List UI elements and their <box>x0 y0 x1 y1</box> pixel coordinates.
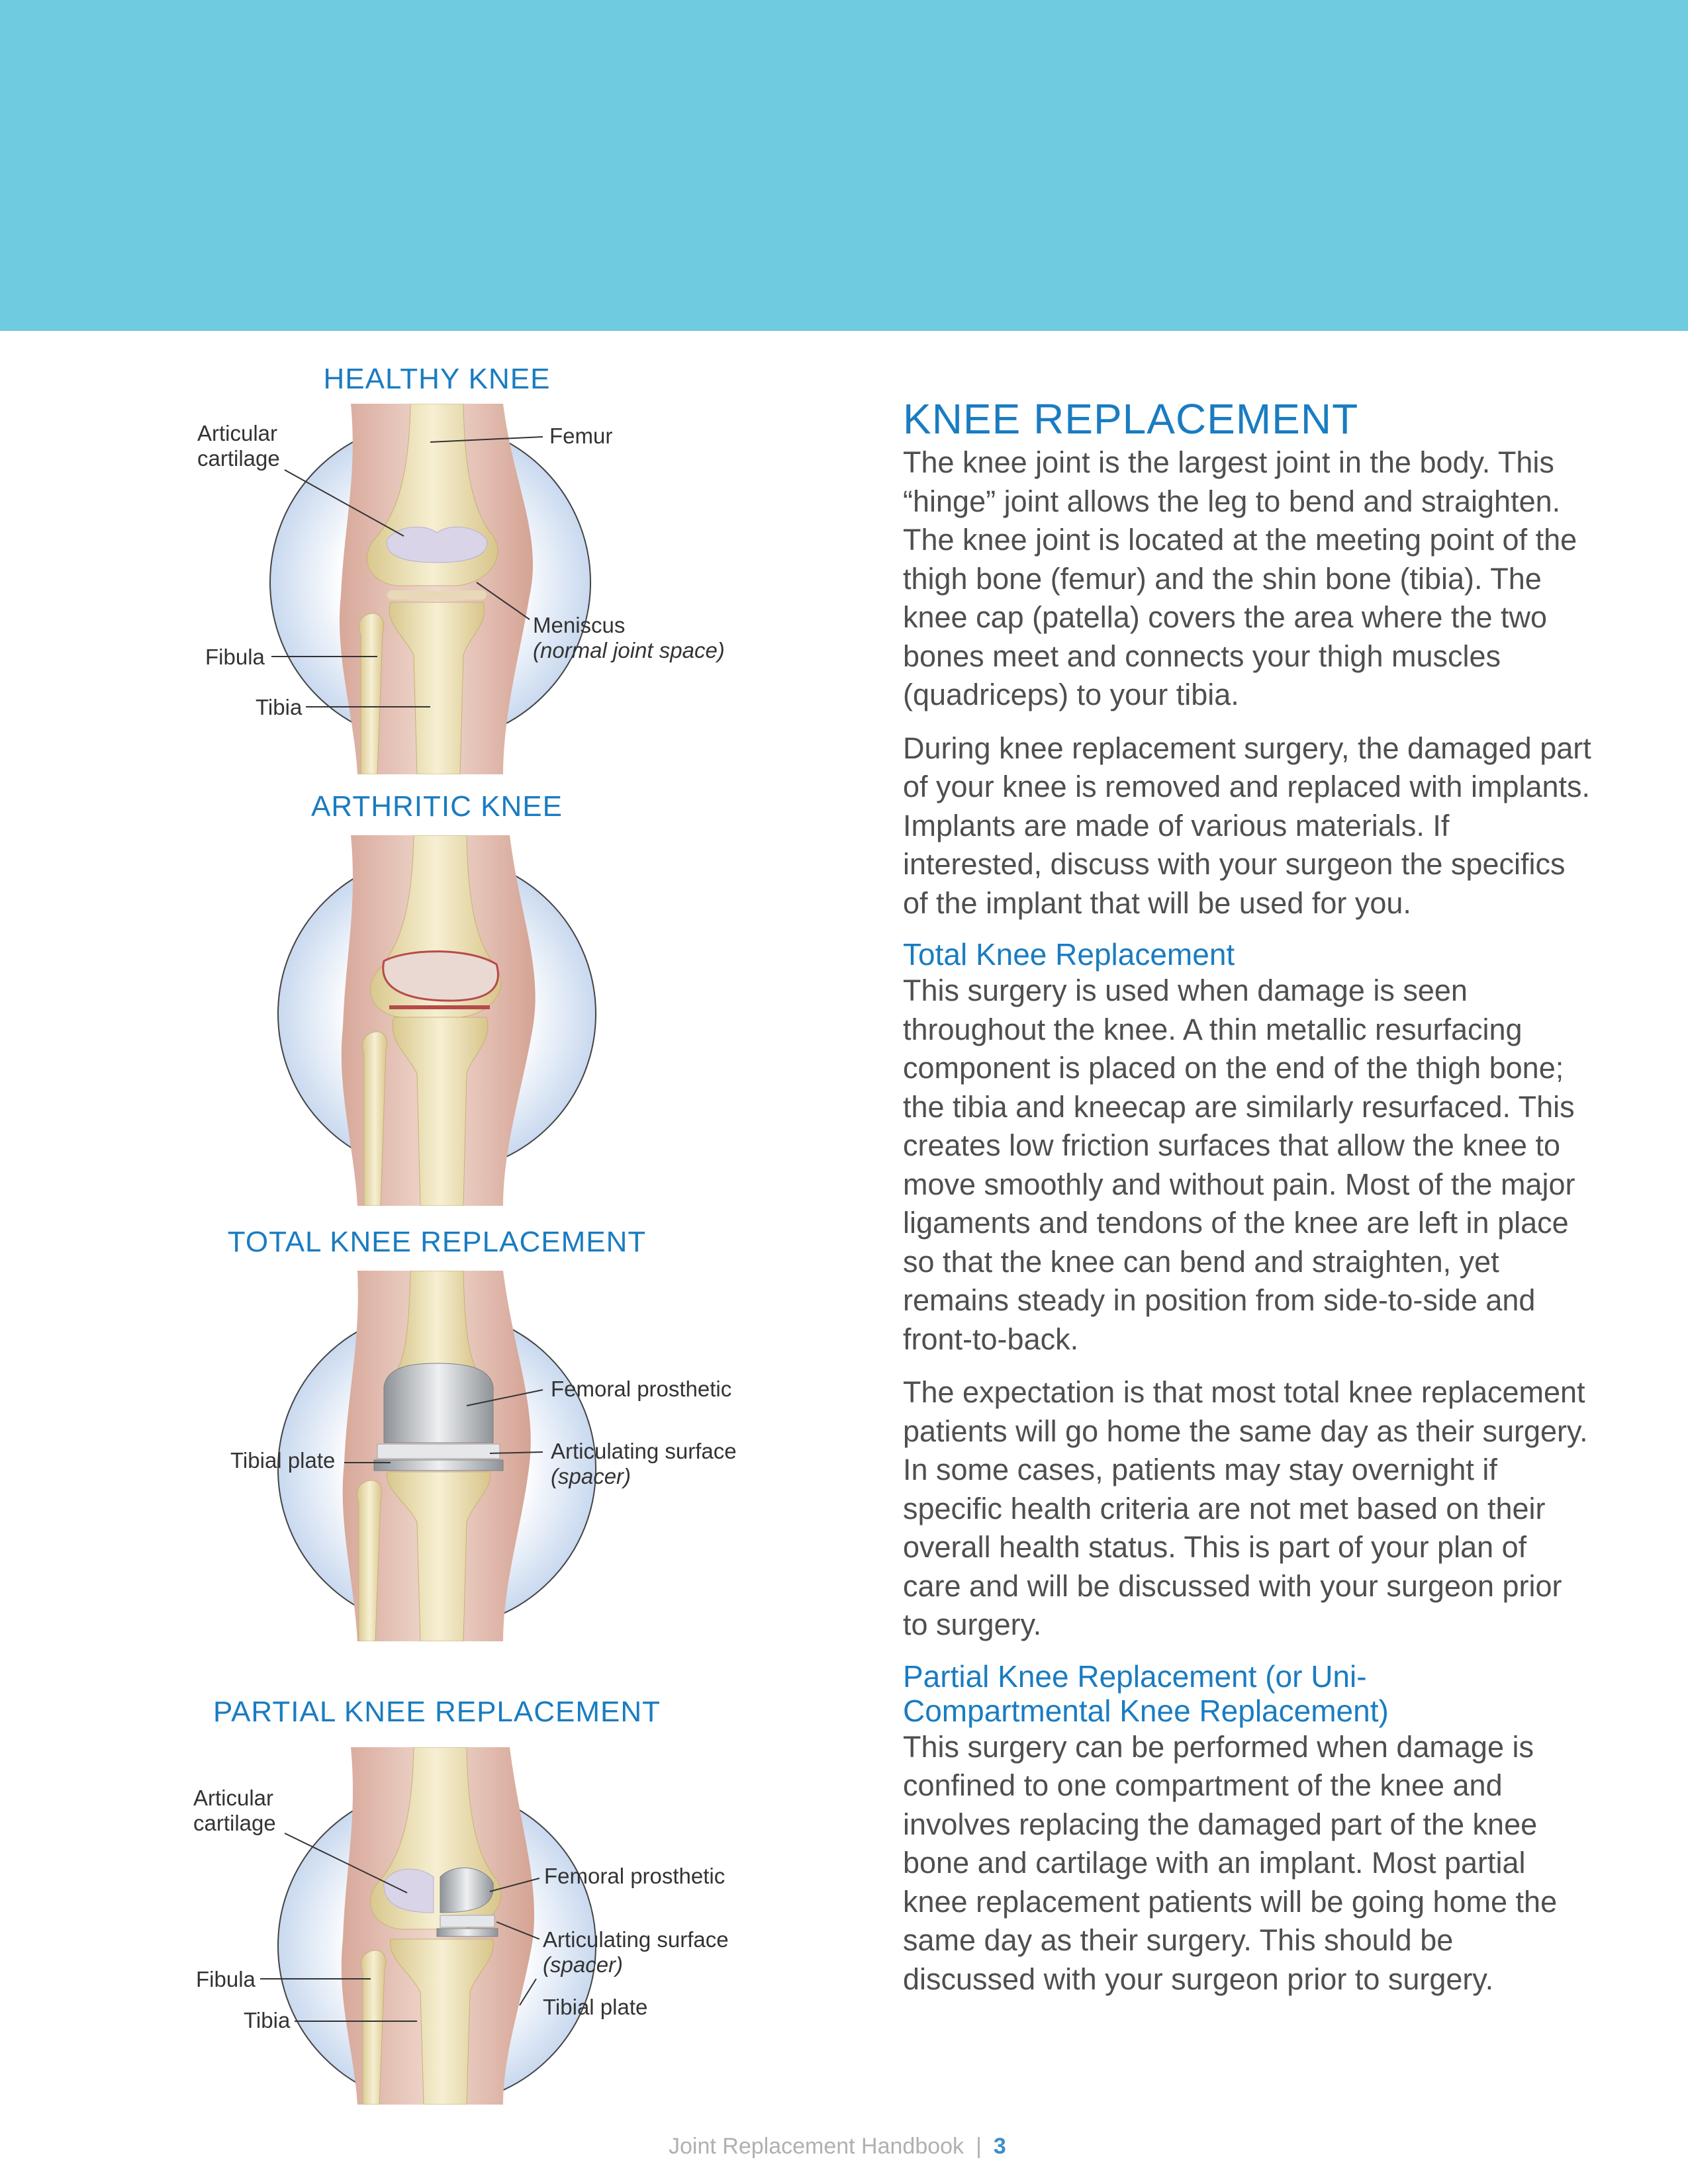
figure-title-total-knee-replacement: TOTAL KNEE REPLACEMENT <box>227 1226 647 1258</box>
label-partial-articulating-surface: Articulating surface (spacer) <box>543 1927 729 1977</box>
intro-paragraph-1: The knee joint is the largest joint in the body. This “hinge” joint allows the leg to bend and straighten. The knee joint is located at the meeting point of the thigh bone (femur) and the shin bone (tibia). The knee cap (patella) covers the area where the two bones meet and connects your thigh muscles (quadriceps) to your tibia. <box>903 445 1577 711</box>
label-partial-tibia: Tibia <box>244 2008 291 2032</box>
article <box>903 394 1591 2013</box>
intro-paragraph-2: During knee replacement surgery, the damaged part of your knee is removed and replaced with implants. Implants are made of various materials. If interested, discuss with your surgeon the specifics of the implant that will be used for you. <box>903 731 1591 920</box>
label-tibial-plate: Tibial plate <box>230 1448 336 1473</box>
page-footer <box>669 2134 1006 2160</box>
label-partial-articular-cartilage: Articular cartilage <box>193 1786 276 1835</box>
label-tibia: Tibia <box>256 695 303 719</box>
label-femur: Femur <box>549 424 613 448</box>
footer-separator: | <box>976 2134 982 2159</box>
label-partial-femoral-prosthetic: Femoral prosthetic <box>544 1864 726 1888</box>
label-femoral-prosthetic: Femoral prosthetic <box>551 1377 732 1401</box>
label-articulating-surface: Articulating surface (spacer) <box>551 1439 737 1488</box>
label-partial-tibial-plate: Tibial plate <box>543 1995 648 2019</box>
total-knee-paragraph-1: This surgery is used when damage is seen throughout the knee. A thin metallic resurfacing component is placed on the end of the thigh bone; the tibia and kneecap are similarly resurfaced. This creates low friction surfaces that allow the knee to move smoothly and without pain. Most of the major ligaments and tendons of the knee are left in place so that the knee can bend and straighten, yet remains steady in position from side-to-side and front-to-back. <box>903 974 1575 1356</box>
label-fibula: Fibula <box>205 645 265 669</box>
label-partial-fibula: Fibula <box>196 1967 256 1991</box>
figure-title-partial-knee-replacement: PARTIAL KNEE REPLACEMENT <box>212 1696 661 1728</box>
page-number: 3 <box>993 2134 1006 2159</box>
figure-title-healthy-knee: HEALTHY KNEE <box>323 363 551 395</box>
figure-title-arthritic-knee: ARTHRITIC KNEE <box>311 790 563 823</box>
total-knee-paragraph-2: The expectation is that most total knee replacement patients will go home the same day as their surgery. In some cases, patients may stay overnight if specific health criteria are not met based on their overall health status. This is part of your plan of care and will be discussed with your surgeon prior to surgery. <box>903 1375 1588 1641</box>
partial-knee-paragraph: This surgery can be performed when damage is confined to one compartment of the knee and involves replacing the damaged part of the knee bone and cartilage with an implant. Most partial knee replacement patients will be going home the same day as their surgery. This should be discussed with your surgeon prior to surgery. <box>903 1729 1558 1996</box>
article-heading: KNEE REPLACEMENT <box>903 395 1359 443</box>
total-knee-heading: Total Knee Replacement <box>903 937 1235 972</box>
label-articular-cartilage: Articular cartilage <box>197 421 280 471</box>
partial-knee-heading: Partial Knee Replacement (or Uni- Compartmental Knee Replacement) <box>903 1659 1389 1728</box>
label-meniscus: Meniscus (normal joint space) <box>533 613 725 662</box>
footer-title: Joint Replacement Handbook <box>669 2134 964 2159</box>
